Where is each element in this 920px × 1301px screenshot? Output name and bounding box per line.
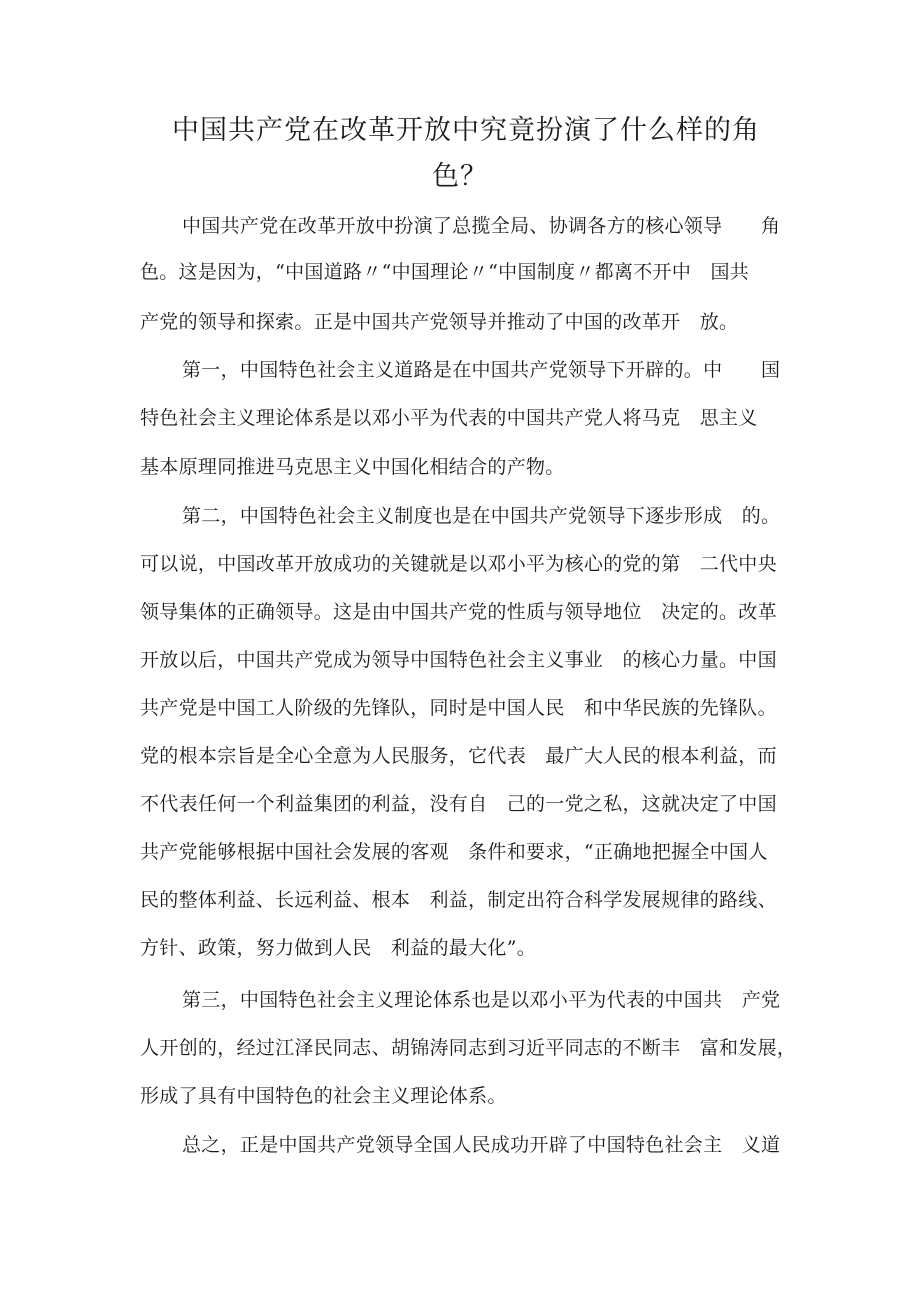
- paragraph-line: 基本原理同推进马克思主义中国化相结合的产物。: [140, 456, 565, 478]
- paragraph-line: 产党的领导和探索。正是中国共产党领导并推动了中国的改革开 放。: [140, 311, 739, 333]
- paragraph-line: 色。这是因为，“中国道路〃“中国理论〃“中国制度〃都离不开中 国共: [140, 261, 750, 283]
- paragraph-line: 总之，正是中国共产党领导全国人民成功开辟了中国特色社会主 义道: [182, 1134, 781, 1156]
- paragraph-line: 不代表任何一个利益集团的利益，没有自 己的一党之私，这就决定了中国: [140, 793, 777, 815]
- paragraph-line: 第一，中国特色社会主义道路是在中国共产党领导下开辟的。中 国: [182, 359, 781, 381]
- paragraph-line: 民的整体利益、长远利益、根本 利益，制定出符合科学发展规律的路线、: [140, 889, 777, 911]
- paragraph-line: 中国共产党在改革开放中扮演了总揽全局、协调各方的核心领导 角: [182, 215, 781, 237]
- paragraph-line: 党的根本宗旨是全心全意为人民服务，它代表 最广大人民的根本利益，而: [140, 745, 777, 767]
- paragraph-line: 特色社会主义理论体系是以邓小平为代表的中国共产党人将马克 思主义: [140, 407, 758, 429]
- paragraph-line: 可以说，中国改革开放成功的关键就是以邓小平为核心的党的第 二代中央: [140, 553, 777, 575]
- paragraph-line: 形成了具有中国特色的社会主义理论体系。: [140, 1085, 507, 1107]
- document-title-line-2: 色？: [432, 161, 488, 192]
- paragraph-line: 开放以后，中国共产党成为领导中国特色社会主义事业 的核心力量。中国: [140, 649, 777, 671]
- paragraph-line: 方针、政策，努力做到人民 利益的最大化”。: [140, 937, 537, 959]
- paragraph-line: 第三，中国特色社会主义理论体系也是以邓小平为代表的中国共 产党: [182, 989, 781, 1011]
- paragraph-line: 共产党是中国工人阶级的先锋队，同时是中国人民 和中华民族的先锋队。: [140, 697, 777, 719]
- paragraph-line: 第二，中国特色社会主义制度也是在中国共产党领导下逐步形成 的。: [182, 505, 781, 527]
- paragraph-line: 共产党能够根据中国社会发展的客观 条件和要求，“正确地把握全中国人: [140, 841, 768, 863]
- paragraph-line: 领导集体的正确领导。这是由中国共产党的性质与领导地位 决定的。改革: [140, 601, 777, 623]
- paragraph-line: 人开创的，经过江泽民同志、胡锦涛同志到习近平同志的不断丰 富和发展，: [140, 1037, 797, 1059]
- document-title-line-1: 中国共产党在改革开放中究竟扮演了什么样的角: [172, 115, 760, 146]
